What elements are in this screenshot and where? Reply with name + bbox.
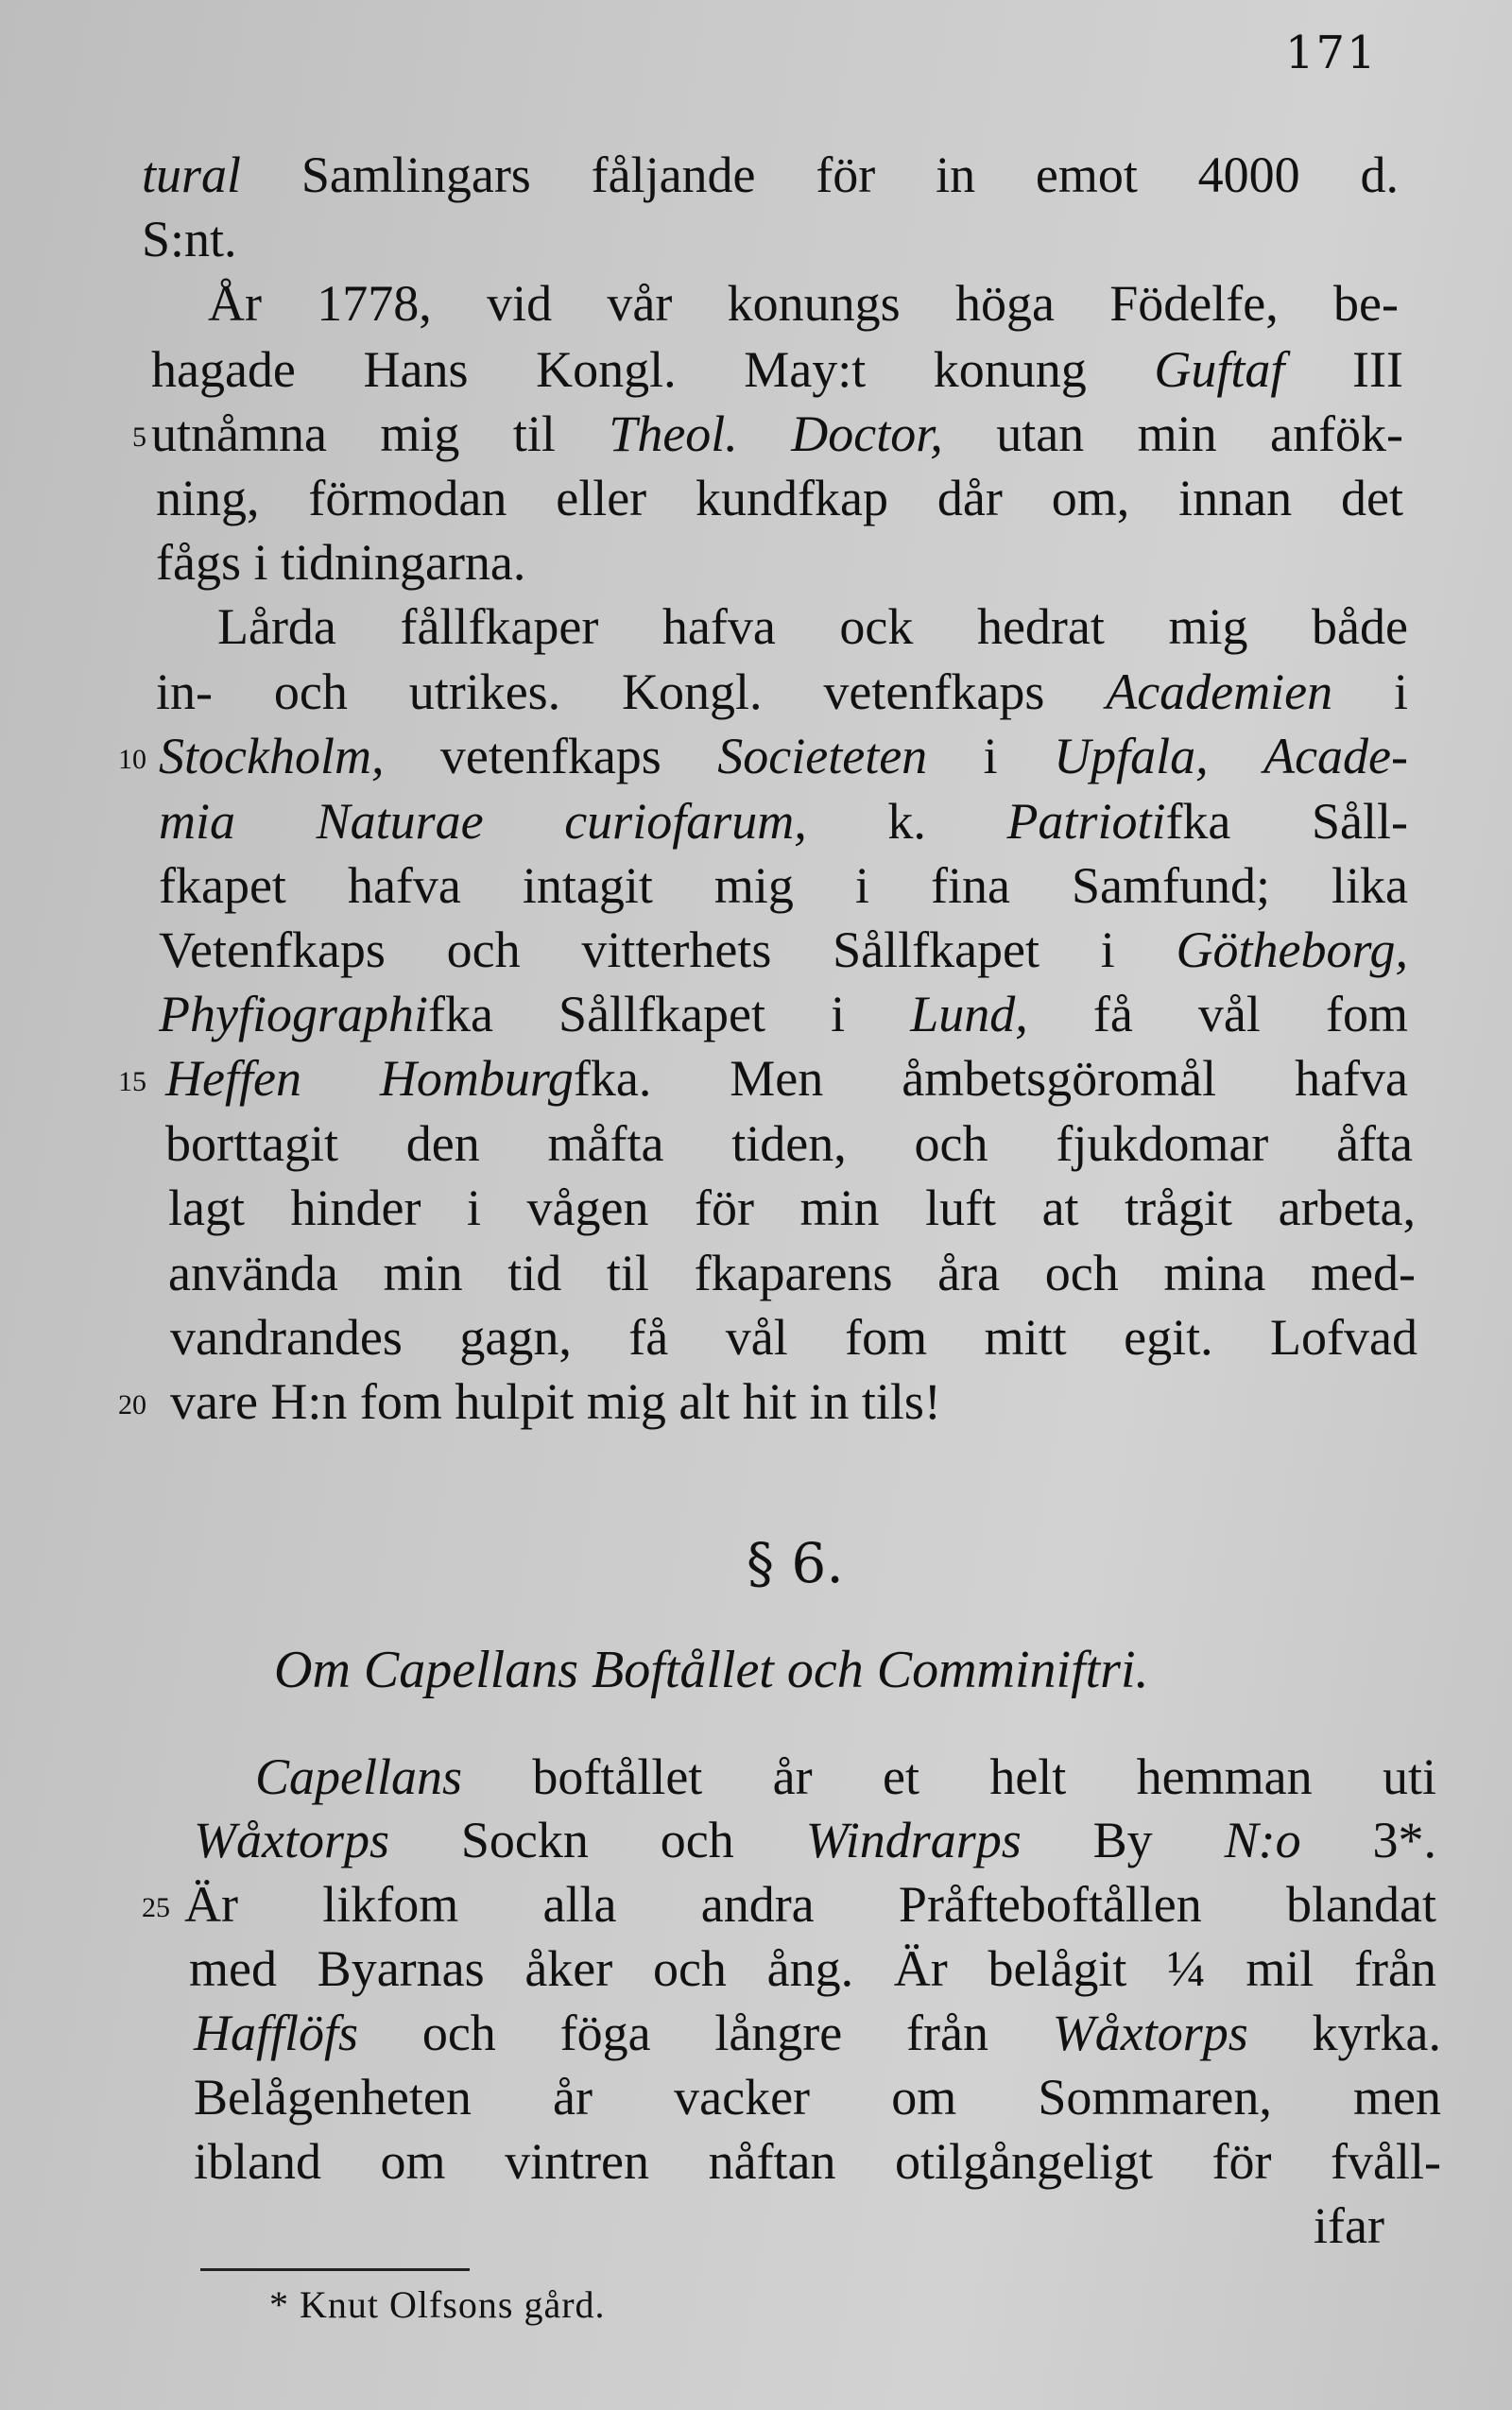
text-span: Capellans bbox=[255, 1748, 463, 1805]
text-span: fka Såll- bbox=[1165, 793, 1408, 850]
text-line bbox=[151, 401, 1403, 467]
text-span: Lund, bbox=[910, 986, 1028, 1042]
text-line bbox=[217, 594, 1408, 660]
text-span: ibland om vintren nåftan otilgångeligt för fvåll- bbox=[194, 2133, 1441, 2190]
text-line bbox=[159, 852, 1408, 919]
section-text-line bbox=[194, 2064, 1441, 2130]
text-span: Belågenheten år vacker om Sommaren, men bbox=[194, 2069, 1441, 2126]
line-number: 25 bbox=[142, 1892, 170, 1923]
line-number: 15 bbox=[118, 1066, 146, 1097]
text-line bbox=[170, 1369, 941, 1435]
text-span: kyrka. bbox=[1247, 2005, 1441, 2061]
text-span: 3*. bbox=[1300, 1812, 1437, 1868]
text-span: utnåmna mig til bbox=[151, 405, 610, 462]
text-line bbox=[142, 206, 237, 272]
text-span: vandrandes gagn, få vål fom mitt egit. Lofvad bbox=[170, 1309, 1418, 1366]
text-span: i bbox=[1332, 663, 1408, 720]
text-line bbox=[156, 465, 1403, 531]
text-line bbox=[165, 1110, 1413, 1177]
text-span: vare H:n fom hulpit mig alt hit in tils! bbox=[170, 1373, 941, 1430]
text-span: Theol. Doctor, bbox=[609, 405, 943, 462]
text-span: Samlingars fåljande för in emot 4000 d. bbox=[241, 146, 1399, 203]
text-span: Upfala, Acade- bbox=[1054, 728, 1408, 784]
text-line bbox=[142, 142, 1399, 208]
text-span: Heffen Homburg bbox=[165, 1050, 574, 1107]
text-span: borttagit den måfta tiden, och fjukdomar åfta bbox=[165, 1115, 1413, 1172]
text-span: fka Sållfkapet i bbox=[427, 986, 911, 1042]
page-number: 171 bbox=[1285, 26, 1378, 79]
text-line bbox=[159, 788, 1408, 854]
text-span: År 1778, vid vår konungs höga Födelfe, be- bbox=[208, 275, 1399, 332]
text-line bbox=[170, 1304, 1418, 1370]
text-line bbox=[168, 1240, 1416, 1306]
text-span: Är likfom alla andra Pråfteboftållen blandat bbox=[184, 1876, 1436, 1933]
section-number: § 6. bbox=[747, 1531, 844, 1595]
section-text-line bbox=[255, 1744, 1436, 1810]
text-span: Hafflöfs bbox=[194, 2005, 359, 2061]
section-text-line bbox=[194, 2000, 1441, 2066]
text-span: Wåxtorps bbox=[1052, 2005, 1248, 2061]
text-span: By bbox=[1021, 1812, 1225, 1868]
text-span: få vål fom bbox=[1027, 986, 1408, 1042]
text-line bbox=[159, 917, 1408, 983]
text-span: Lårda fållfkaper hafva ock hedrat mig både bbox=[217, 598, 1408, 655]
text-span: mia Naturae curiofarum, bbox=[159, 793, 807, 850]
text-span: hagade Hans Kongl. May:t konung bbox=[151, 341, 1155, 398]
text-span: boftållet år et helt hemman uti bbox=[462, 1748, 1436, 1805]
text-span: Stockholm, bbox=[159, 728, 385, 784]
text-span: ifar bbox=[1314, 2197, 1384, 2254]
text-span: Guftaf bbox=[1154, 341, 1285, 398]
text-span: Windrarps bbox=[805, 1812, 1022, 1868]
text-span: in- och utrikes. Kongl. vetenfkaps bbox=[156, 663, 1107, 720]
line-number: 20 bbox=[118, 1389, 146, 1420]
text-span: fkapet hafva intagit mig i fina Samfund; lika bbox=[159, 857, 1408, 914]
section-text-line bbox=[194, 2128, 1441, 2195]
text-span: i bbox=[927, 728, 1055, 784]
footnote: * Knut Olfsons gård. bbox=[269, 2283, 606, 2326]
text-line bbox=[159, 723, 1408, 789]
text-line bbox=[168, 1175, 1416, 1241]
text-line bbox=[156, 529, 525, 595]
text-span: Academien bbox=[1106, 663, 1333, 720]
line-number: 5 bbox=[132, 422, 146, 453]
text-span: använda min tid til fkaparens åra och mina med- bbox=[168, 1245, 1416, 1301]
text-span: tural bbox=[142, 146, 242, 203]
text-line bbox=[159, 981, 1408, 1047]
text-line bbox=[165, 1045, 1408, 1111]
text-span: lagt hinder i vågen för min luft at trågit arbeta, bbox=[168, 1179, 1416, 1236]
text-span: fågs i tidningarna. bbox=[156, 534, 526, 591]
text-span: och föga långre från bbox=[358, 2005, 1053, 2061]
footnote-rule bbox=[200, 2268, 470, 2271]
text-span: Götheborg, bbox=[1176, 921, 1408, 978]
text-span: fka. Men åmbetsgöromål hafva bbox=[573, 1050, 1408, 1107]
text-span: Sockn och bbox=[388, 1812, 806, 1868]
section-text-line bbox=[184, 1871, 1436, 1937]
text-line bbox=[156, 659, 1408, 725]
text-span: vetenfkaps bbox=[384, 728, 718, 784]
text-span: Patrioti bbox=[1006, 793, 1166, 850]
text-span: N:o bbox=[1224, 1812, 1301, 1868]
text-span: Wåxtorps bbox=[194, 1812, 389, 1868]
section-text-line bbox=[1314, 2193, 1384, 2259]
text-span: III bbox=[1284, 341, 1403, 398]
text-span: Vetenfkaps och vitterhets Sållfkapet i bbox=[159, 921, 1177, 978]
text-span: med Byarnas åker och ång. Är belågit ¼ mil från bbox=[189, 1940, 1436, 1997]
text-span: Societeten bbox=[717, 728, 928, 784]
line-number: 10 bbox=[118, 744, 146, 775]
text-span: Phyfiographi bbox=[159, 986, 428, 1042]
text-span: S:nt. bbox=[142, 211, 237, 267]
text-span: ning, förmodan eller kundfkap dår om, innan det bbox=[156, 470, 1403, 526]
text-line bbox=[208, 270, 1399, 336]
section-text-line bbox=[189, 1936, 1436, 2002]
text-span: k. bbox=[806, 793, 1007, 850]
section-text-line bbox=[194, 1807, 1436, 1873]
section-heading: Om Capellans Boftållet och Comminiftri. bbox=[274, 1641, 1149, 1699]
text-span: utan min anfök- bbox=[942, 405, 1403, 462]
text-line bbox=[151, 336, 1403, 403]
